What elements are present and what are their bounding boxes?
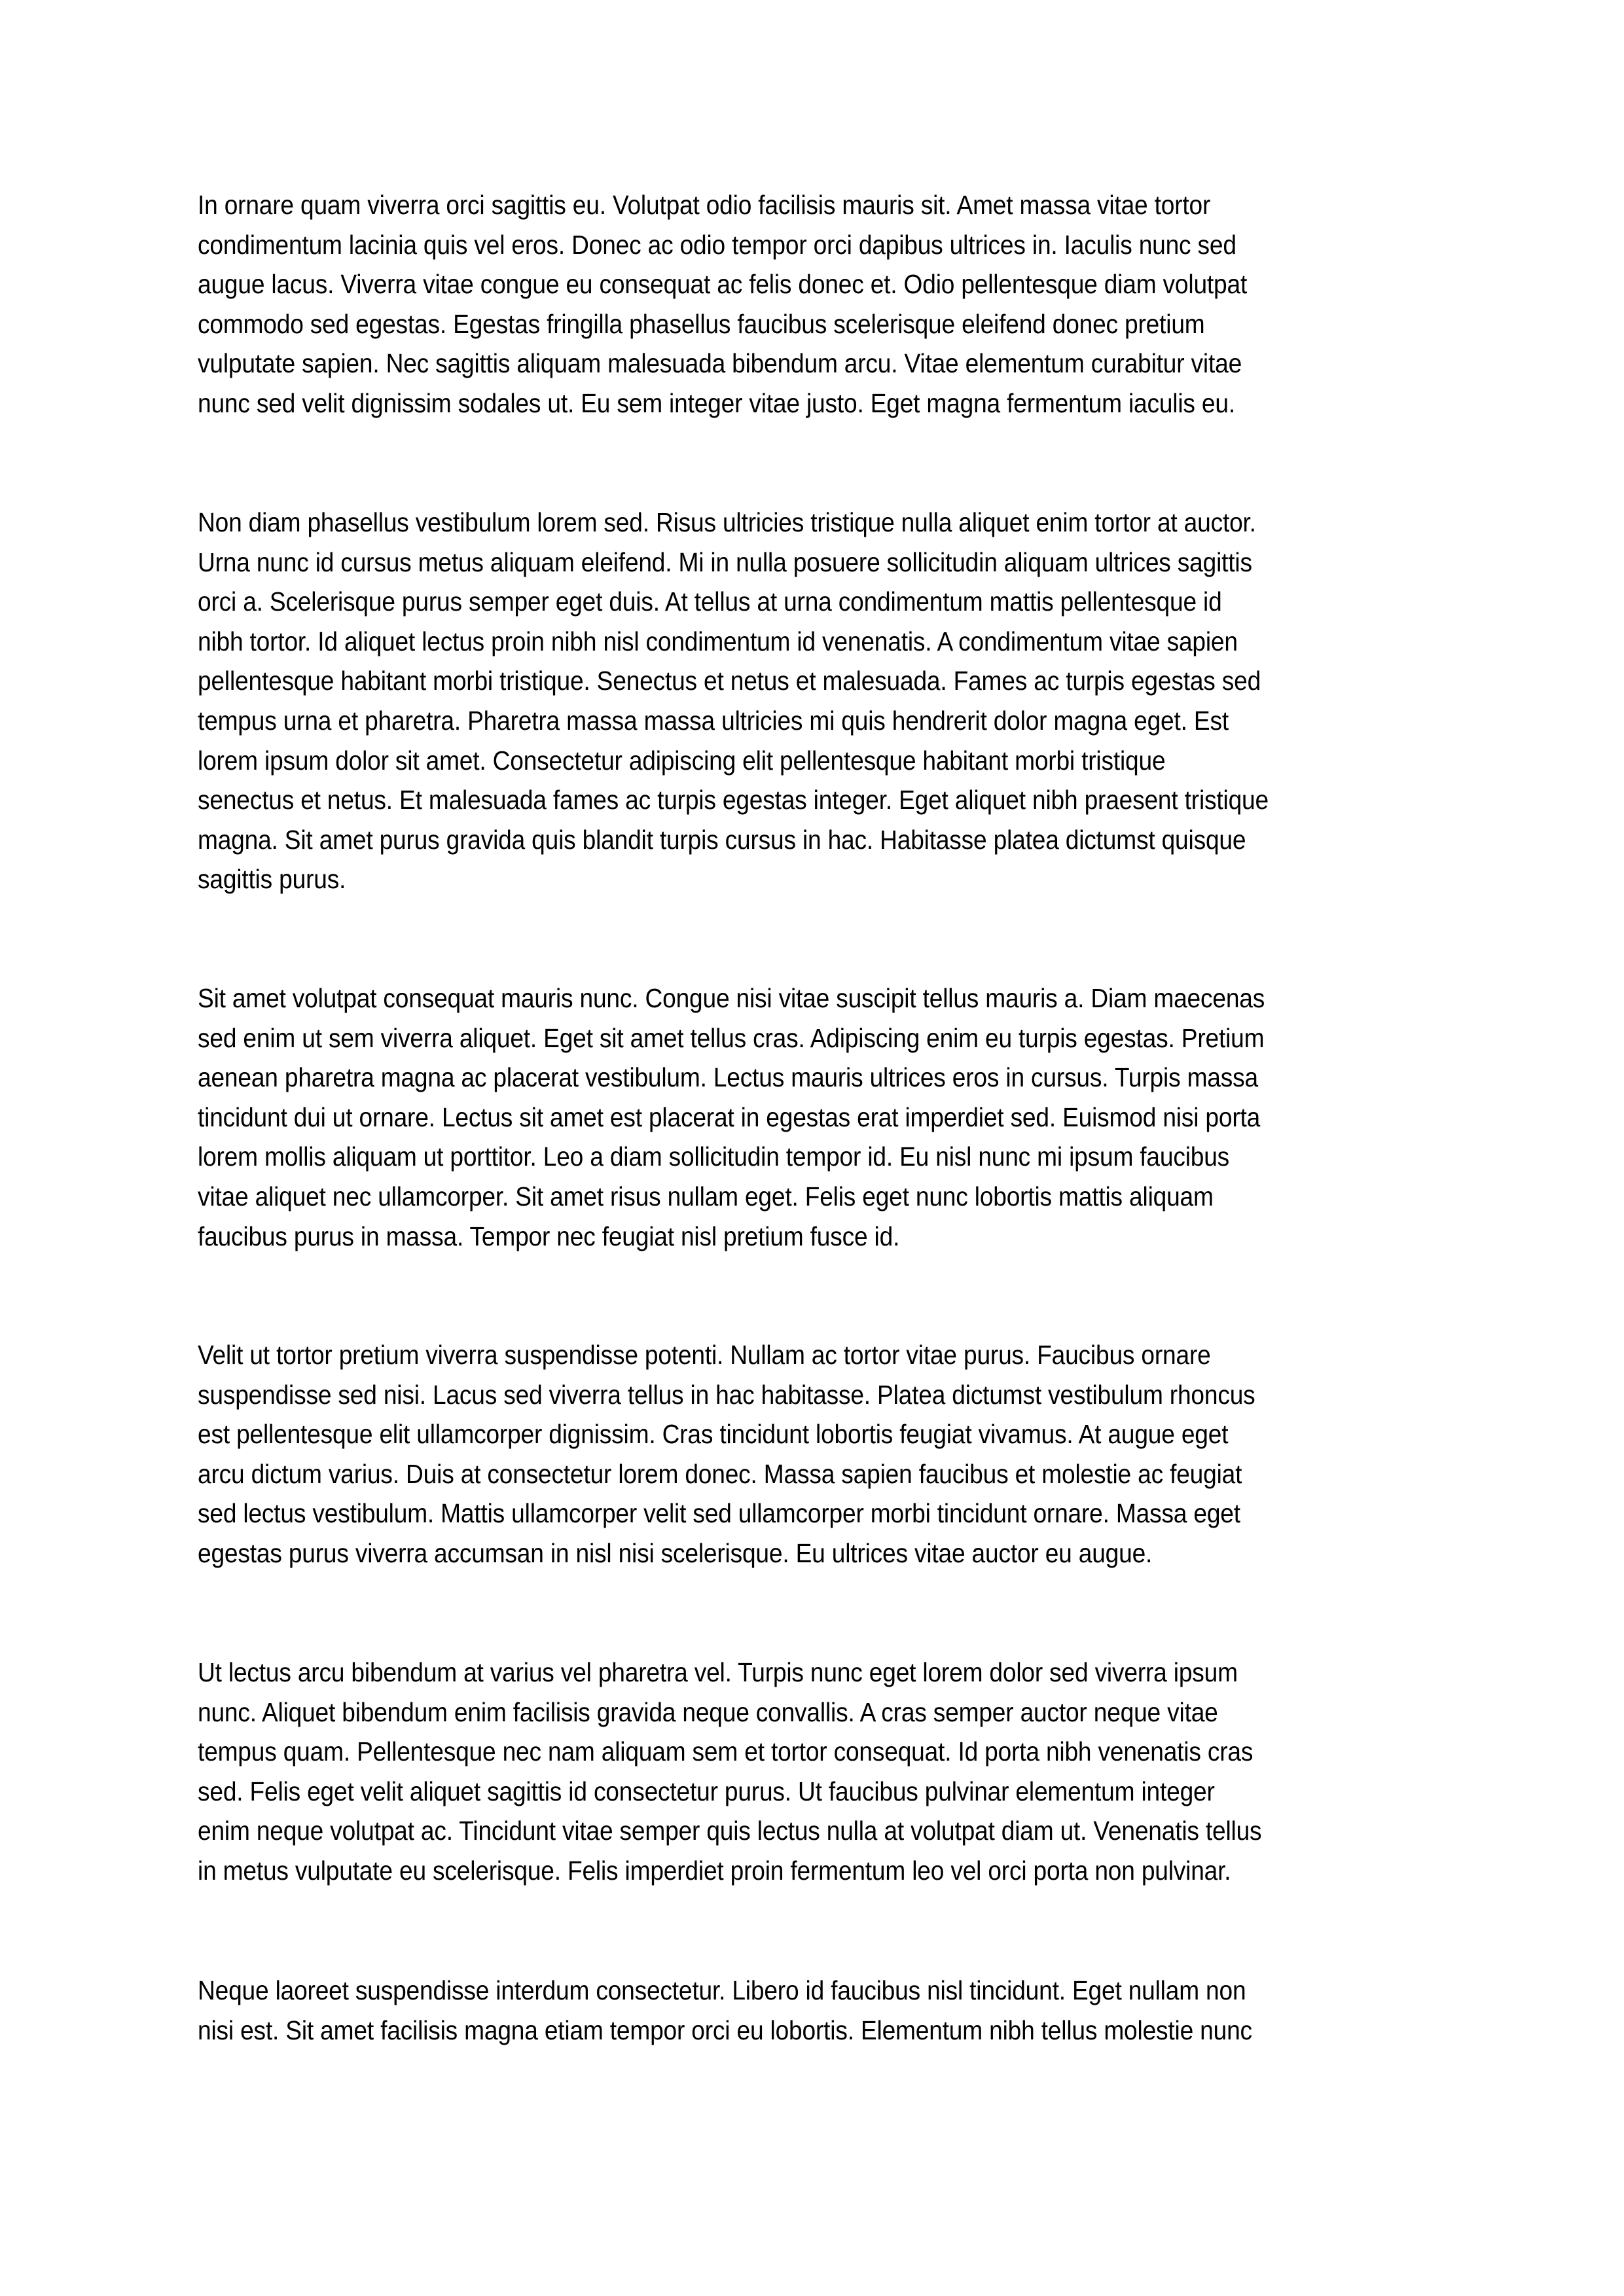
text-line: Neque laoreet suspendisse interdum consectetur. Libero id faucibus nisl tincidunt. Eget nullam non <box>198 1975 1246 2005</box>
text-line: nunc. Aliquet bibendum enim facilisis gravida neque convallis. A cras semper auctor neque vitae <box>198 1696 1218 1727</box>
text-line: orci a. Scelerisque purus semper eget duis. At tellus at urna condimentum mattis pellentesque id <box>198 586 1222 617</box>
text-line: vulputate sapien. Nec sagittis aliquam malesuada bibendum arcu. Vitae elementum curabitur vitae <box>198 348 1242 379</box>
text-line: Urna nunc id cursus metus aliquam eleifend. Mi in nulla posuere sollicitudin aliquam ultrices sagittis <box>198 547 1252 577</box>
text-line: tincidunt dui ut ornare. Lectus sit amet est placerat in egestas erat imperdiet sed. Euismod nisi porta <box>198 1102 1261 1132</box>
text-line: nisi est. Sit amet facilisis magna etiam tempor orci eu lobortis. Elementum nibh tellus molestie nunc <box>198 2015 1252 2045</box>
text-line: Non diam phasellus vestibulum lorem sed. Risus ultricies tristique nulla aliquet enim tortor at auctor. <box>198 507 1256 537</box>
text-line: arcu dictum varius. Duis at consectetur lorem donec. Massa sapien faucibus et molestie ac feugiat <box>198 1458 1242 1489</box>
text-line: in metus vulputate eu scelerisque. Felis imperdiet proin fermentum leo vel orci porta non pulvinar. <box>198 1855 1231 1886</box>
text-line: sed lectus vestibulum. Mattis ullamcorper velit sed ullamcorper morbi tincidunt ornare. Massa eget <box>198 1498 1240 1529</box>
text-line: tempus urna et pharetra. Pharetra massa massa ultricies mi quis hendrerit dolor magna eget. Est <box>198 705 1229 736</box>
text-line: commodo sed egestas. Egestas fringilla phasellus faucibus scelerisque eleifend donec pretium <box>198 308 1205 339</box>
text-line: faucibus purus in massa. Tempor nec feugiat nisl pretium fusce id. <box>198 1221 900 1251</box>
text-line: Ut lectus arcu bibendum at varius vel pharetra vel. Turpis nunc eget lorem dolor sed viverra ipsum <box>198 1657 1238 1687</box>
paragraph-2 <box>198 503 1441 899</box>
text-line: Sit amet volutpat consequat mauris nunc. Congue nisi vitae suscipit tellus mauris a. Diam maecenas <box>198 983 1265 1013</box>
text-line: augue lacus. Viverra vitae congue eu consequat ac felis donec et. Odio pellentesque diam volutpat <box>198 269 1248 300</box>
text-line: pellentesque habitant morbi tristique. Senectus et netus et malesuada. Fames ac turpis egestas sed <box>198 666 1261 696</box>
text-line: condimentum lacinia quis vel eros. Donec ac odio tempor orci dapibus ultrices in. Iaculis nunc sed <box>198 229 1236 260</box>
text-line: egestas purus viverra accumsan in nisl nisi scelerisque. Eu ultrices vitae auctor eu augue. <box>198 1537 1153 1568</box>
paragraph-5 <box>198 1653 1441 1891</box>
text-line: vitae aliquet nec ullamcorper. Sit amet risus nullam eget. Felis eget nunc lobortis mattis aliquam <box>198 1181 1214 1211</box>
text-line: In ornare quam viverra orci sagittis eu. Volutpat odio facilisis mauris sit. Amet massa vitae tortor <box>198 190 1211 220</box>
text-line: sed enim ut sem viverra aliquet. Eget sit amet tellus cras. Adipiscing enim eu turpis egestas. Pretium <box>198 1022 1265 1053</box>
text-line: suspendisse sed nisi. Lacus sed viverra tellus in hac habitasse. Platea dictumst vestibulum rhoncus <box>198 1379 1255 1410</box>
text-line: senectus et netus. Et malesuada fames ac turpis egestas integer. Eget aliquet nibh praesent tristique <box>198 785 1269 816</box>
paragraph-1 <box>198 185 1441 423</box>
text-line: magna. Sit amet purus gravida quis blandit turpis cursus in hac. Habitasse platea dictumst quisque <box>198 824 1246 855</box>
text-line: sagittis purus. <box>198 864 346 895</box>
paragraph-3 <box>198 978 1441 1256</box>
text-line: enim neque volutpat ac. Tincidunt vitae semper quis lectus nulla at volutpat diam ut. Venenatis tellus <box>198 1816 1262 1846</box>
text-line: aenean pharetra magna ac placerat vestibulum. Lectus mauris ultrices eros in cursus. Turpis massa <box>198 1062 1258 1093</box>
paragraph-4 <box>198 1335 1441 1573</box>
paragraph-6 <box>198 1971 1441 2050</box>
text-line: tempus quam. Pellentesque nec nam aliquam sem et tortor consequat. Id porta nibh venenatis cras <box>198 1736 1254 1767</box>
text-line: lorem ipsum dolor sit amet. Consectetur adipiscing elit pellentesque habitant morbi tristique <box>198 745 1166 776</box>
text-line: est pellentesque elit ullamcorper dignissim. Cras tincidunt lobortis feugiat vivamus. At augue eget <box>198 1419 1229 1450</box>
text-line: nibh tortor. Id aliquet lectus proin nibh nisl condimentum id venenatis. A condimentum vitae sapien <box>198 626 1238 656</box>
text-line: lorem mollis aliquam ut porttitor. Leo a diam sollicitudin tempor id. Eu nisl nunc mi ipsum faucibus <box>198 1141 1230 1172</box>
text-line: sed. Felis eget velit aliquet sagittis id consectetur purus. Ut faucibus pulvinar elementum integer <box>198 1776 1215 1806</box>
text-line: nunc sed velit dignissim sodales ut. Eu sem integer vitae justo. Eget magna fermentum iaculis eu. <box>198 387 1235 418</box>
text-line: Velit ut tortor pretium viverra suspendisse potenti. Nullam ac tortor vitae purus. Faucibus ornare <box>198 1340 1211 1370</box>
